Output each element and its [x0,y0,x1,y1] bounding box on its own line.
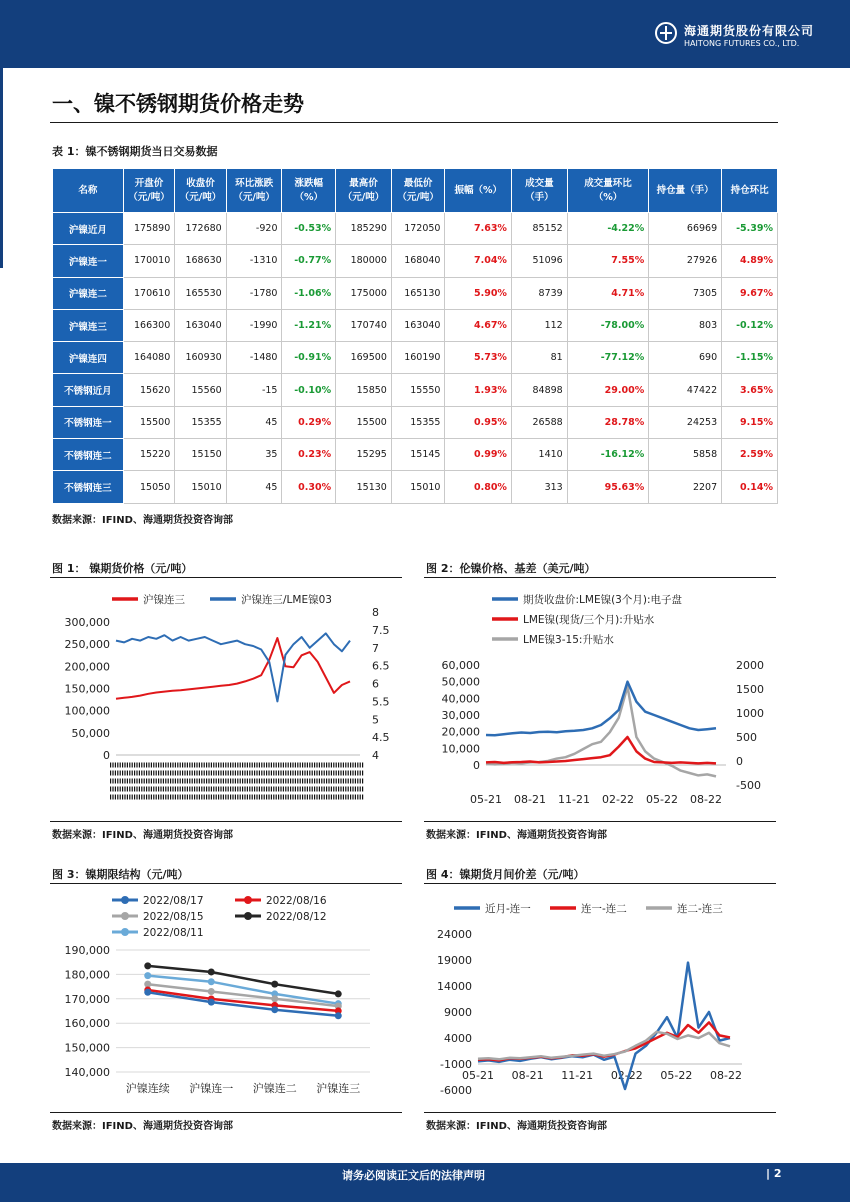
table-cell: 85152 [511,213,567,245]
table-cell: 28.78% [567,406,649,438]
table-cell: 15010 [391,471,445,503]
table-cell: 166300 [123,309,174,341]
table-cell: 15220 [123,439,174,471]
x-tick-label: 沪镍连三 [316,1082,361,1095]
table-cell: 51096 [511,245,567,277]
table-cell: 0.95% [445,406,511,438]
table-cell: -1780 [226,277,282,309]
y-right-tick-label: 4.5 [372,731,390,745]
table-cell: 313 [511,471,567,503]
table-cell: 5858 [649,439,722,471]
column-header: 持仓环比 [722,169,778,213]
page-footer [0,1163,850,1202]
table-cell: 15850 [336,374,392,406]
row-name: 沪镍连四 [53,342,124,374]
company-name-cn: 海通期货股份有限公司 [684,24,815,38]
chart-term-structure [50,888,402,1110]
y-right-tick-label: 7 [372,641,379,655]
fig1-title-rule [50,577,402,578]
table-cell: -0.77% [282,245,336,277]
table-cell: 5.73% [445,342,511,374]
table-cell: 172680 [175,213,226,245]
table-cell: 15560 [175,374,226,406]
table-cell: -4.22% [567,213,649,245]
fig1-title: 图 1： 镍期货价格（元/吨） [52,562,193,575]
y-right-tick-label: 1000 [736,707,764,720]
legend-marker [244,896,252,904]
y-right-tick-label: -500 [736,779,761,792]
table-cell: 0.14% [722,471,778,503]
table-cell: 9.15% [722,406,778,438]
table-cell: 4.67% [445,309,511,341]
legend-label: LME镍(现货/三个月):升贴水 [523,614,655,626]
legend-label: 沪镍连三/LME镍03 [241,594,332,606]
page-header [0,0,850,68]
series-point [271,981,278,988]
table-cell: 1410 [511,439,567,471]
y-left-tick-label: 0 [103,749,110,762]
x-tick-label: 沪镍连二 [252,1082,297,1095]
y-tick-label: 140,000 [64,1066,110,1079]
row-name: 沪镍连三 [53,309,124,341]
y-tick-label: 24000 [437,928,472,941]
table-cell: 15010 [175,471,226,503]
y-left-tick-label: 50,000 [441,675,480,689]
y-right-tick-label: 8 [372,606,379,619]
table-cell: 26588 [511,406,567,438]
x-tick-label: 沪镍连一 [189,1082,234,1095]
legend-label: 沪镍连三 [143,594,185,606]
column-header: 开盘价 （元/吨） [123,169,174,213]
table-cell: 7.55% [567,245,649,277]
y-right-tick-label: 6 [372,677,379,691]
table-cell: 15500 [123,406,174,438]
y-tick-label: 4000 [444,1032,472,1045]
x-tick-label: 08-21 [511,1069,544,1082]
x-tick-label: 05-22 [646,793,678,806]
y-left-tick-label: 300,000 [64,616,110,629]
y-tick-label: 160,000 [64,1017,110,1031]
table-cell: 15355 [391,406,445,438]
y-tick-label: 180,000 [64,968,110,982]
x-tick-label: 05-22 [660,1069,693,1082]
y-left-tick-label: 40,000 [441,692,480,706]
chart-lme-nickel [424,583,776,818]
column-header: 振幅（%） [445,169,511,213]
table-cell: -0.91% [282,342,336,374]
series-line-blue [116,633,350,701]
table-cell: -1310 [226,245,282,277]
y-left-tick-label: 200,000 [64,660,110,674]
series-point [208,999,215,1006]
y-right-tick-label: 500 [736,731,757,744]
table-cell: 168040 [391,245,445,277]
x-tick-label: 05-21 [470,793,502,806]
table-cell: 95.63% [567,471,649,503]
table-cell: 165130 [391,277,445,309]
table-cell: 15130 [336,471,392,503]
legend-label: 连二-连三 [677,903,723,915]
y-left-tick-label: 20,000 [441,725,480,739]
table-cell: -920 [226,213,282,245]
row-name: 沪镍连二 [53,277,124,309]
legend-label: LME镍3-15:升贴水 [523,634,614,646]
y-left-tick-label: 150,000 [64,682,110,696]
table-row [53,213,778,245]
table-cell: 66969 [649,213,722,245]
section-title: 一、镍不锈钢期货价格走势 [52,92,304,116]
y-right-tick-label: 5 [372,713,379,727]
row-name: 沪镍近月 [53,213,124,245]
table-row [53,439,778,471]
row-name: 不锈钢连二 [53,439,124,471]
series-point [335,1012,342,1019]
y-right-tick-label: 1500 [736,683,764,696]
series-point [271,1006,278,1013]
table-cell: -5.39% [722,213,778,245]
legend-label: 2022/08/11 [143,927,204,939]
series-point [208,978,215,985]
table-row [53,471,778,503]
fig3-title: 图 3：镍期限结构（元/吨） [52,868,189,881]
legend-label: 近月-连一 [485,903,531,915]
row-name: 不锈钢连三 [53,471,124,503]
fig2-bottom-rule [424,821,776,822]
trading-data-table [52,168,778,504]
table-cell: 9.67% [722,277,778,309]
table-cell: 2207 [649,471,722,503]
series-point [208,988,215,995]
table-row [53,277,778,309]
y-right-tick-label: 7.5 [372,623,390,637]
y-left-tick-label: 60,000 [441,659,480,672]
table-row [53,342,778,374]
y-left-tick-label: 30,000 [441,709,480,722]
series-line-grey [478,1032,730,1060]
series-point [208,968,215,975]
y-tick-label: -1000 [440,1058,472,1071]
column-header: 收盘价 （元/吨） [175,169,226,213]
series-point [144,972,151,979]
table-cell: -1480 [226,342,282,374]
table-cell: 47422 [649,374,722,406]
table-cell: 0.29% [282,406,336,438]
x-tick-label: 08-22 [710,1069,742,1082]
x-tick-label: 02-22 [610,1069,643,1082]
table-cell: -0.53% [282,213,336,245]
fig4-source: 数据来源：IFIND、海通期货投资咨询部 [426,1121,607,1132]
legend-marker [244,912,252,920]
x-tick-label: 05-21 [462,1069,494,1082]
table-cell: 172050 [391,213,445,245]
table-cell: 164080 [123,342,174,374]
table-cell: 84898 [511,374,567,406]
table-cell: 15500 [336,406,392,438]
table-cell: 45 [226,406,282,438]
table-cell: -1990 [226,309,282,341]
table-row [53,245,778,277]
x-tick-label: 11-21 [561,1069,594,1082]
table-cell: 27926 [649,245,722,277]
company-logo-icon [655,22,677,44]
legend-marker [121,912,129,920]
table-cell: 5.90% [445,277,511,309]
series-point [144,962,151,969]
table-cell: 35 [226,439,282,471]
table-cell: 45 [226,471,282,503]
table-cell: 175000 [336,277,392,309]
table-cell: 2.59% [722,439,778,471]
fig2-title-rule [424,577,776,578]
table-cell: -16.12% [567,439,649,471]
legend-label: 2022/08/15 [143,911,204,923]
table-cell: 0.23% [282,439,336,471]
legend-label: 期货收盘价:LME镍(3个月):电子盘 [523,594,682,606]
table-cell: 165530 [175,277,226,309]
y-right-tick-label: 4 [372,749,379,762]
table-cell: 112 [511,309,567,341]
table-cell: 15550 [391,374,445,406]
y-left-tick-label: 10,000 [441,742,480,756]
table-cell: -77.12% [567,342,649,374]
y-tick-label: 19000 [437,954,472,967]
fig3-bottom-rule [50,1112,402,1113]
table-cell: -0.12% [722,309,778,341]
fig3-title-rule [50,883,402,884]
x-tick-label: 02-22 [602,793,634,806]
y-left-tick-label: 50,000 [71,726,110,740]
series-line-red [116,638,350,699]
x-tick-label: 08-22 [690,793,722,806]
y-tick-label: 170,000 [64,992,110,1006]
table-cell: 15050 [123,471,174,503]
table-cell: -1.15% [722,342,778,374]
table-cell: 163040 [391,309,445,341]
table-cell: 81 [511,342,567,374]
fig4-title-rule [424,883,776,884]
fig4-title: 图 4：镍期货月间价差（元/吨） [426,868,585,881]
y-left-tick-label: 250,000 [64,638,110,652]
table-row [53,309,778,341]
y-right-tick-label: 6.5 [372,659,390,673]
y-tick-label: -6000 [440,1084,472,1097]
table-cell: 24253 [649,406,722,438]
left-accent-bar [0,68,3,268]
chart-spread [424,888,776,1110]
column-header: 环比涨跌 （元/吨） [226,169,282,213]
series-point [335,990,342,997]
series-line-blue [486,682,716,736]
y-right-tick-label: 2000 [736,659,764,672]
table-cell: 180000 [336,245,392,277]
legend-label: 2022/08/12 [266,911,327,923]
y-left-tick-label: 100,000 [64,704,110,718]
table-cell: 0.99% [445,439,511,471]
series-point [144,989,151,996]
table-cell: 3.65% [722,374,778,406]
x-tick-label: 11-21 [558,793,590,806]
table-cell: 15355 [175,406,226,438]
fig1-source: 数据来源：IFIND、海通期货投资咨询部 [52,830,233,841]
table-cell: 8739 [511,277,567,309]
table-cell: 170610 [123,277,174,309]
column-header: 成交量环比 （%） [567,169,649,213]
table-cell: 185290 [336,213,392,245]
table-cell: -0.10% [282,374,336,406]
table-cell: 7305 [649,277,722,309]
x-tick-label: 沪镍连续 [125,1082,170,1095]
table-cell: 0.30% [282,471,336,503]
table-cell: 7.04% [445,245,511,277]
table-cell: -1.21% [282,309,336,341]
series-point [271,995,278,1002]
table-caption: 表 1：镍不锈钢期货当日交易数据 [52,145,218,158]
table-cell: -78.00% [567,309,649,341]
row-name: 沪镍连一 [53,245,124,277]
table-cell: -1.06% [282,277,336,309]
table-cell: 15620 [123,374,174,406]
column-header: 持仓量（手） [649,169,722,213]
row-name: 不锈钢近月 [53,374,124,406]
table-cell: 0.80% [445,471,511,503]
series-line [148,966,338,994]
table-cell: 170740 [336,309,392,341]
table-cell: 29.00% [567,374,649,406]
legend-label: 2022/08/16 [266,895,327,907]
column-header: 成交量 （手） [511,169,567,213]
table-body [53,213,778,504]
fig4-bottom-rule [424,1112,776,1113]
table-cell: 803 [649,309,722,341]
table-cell: 169500 [336,342,392,374]
table-row [53,374,778,406]
table-cell: 160930 [175,342,226,374]
y-right-tick-label: 0 [736,755,743,768]
legend-marker [121,928,129,936]
column-header: 涨跌幅 （%） [282,169,336,213]
table-cell: -15 [226,374,282,406]
column-header: 名称 [53,169,124,213]
table-cell: 4.89% [722,245,778,277]
legend-label: 2022/08/17 [143,895,204,907]
table-cell: 160190 [391,342,445,374]
table-cell: 170010 [123,245,174,277]
y-tick-label: 190,000 [64,944,110,957]
table-cell: 168630 [175,245,226,277]
page-number: | 2 [766,1167,782,1180]
x-tick-label: 08-21 [514,793,546,806]
y-tick-label: 150,000 [64,1041,110,1055]
table-cell: 175890 [123,213,174,245]
fig1-bottom-rule [50,821,402,822]
y-left-tick-label: 0 [473,759,480,772]
table-cell: 4.71% [567,277,649,309]
table-cell: 7.63% [445,213,511,245]
chart-nickel-price [50,583,402,818]
table-cell: 1.93% [445,374,511,406]
fig3-source: 数据来源：IFIND、海通期货投资咨询部 [52,1121,233,1132]
legend-marker [121,896,129,904]
table-source: 数据来源：IFIND、海通期货投资咨询部 [52,515,233,526]
fig2-source: 数据来源：IFIND、海通期货投资咨询部 [426,830,607,841]
title-divider [50,122,778,123]
table-cell: 163040 [175,309,226,341]
table-row [53,406,778,438]
company-name-en: HAITONG FUTURES CO., LTD. [684,39,800,48]
table-cell: 15145 [391,439,445,471]
table-header-row [53,169,778,213]
y-tick-label: 9000 [444,1006,472,1019]
row-name: 不锈钢连一 [53,406,124,438]
table-cell: 15150 [175,439,226,471]
column-header: 最低价 （元/吨） [391,169,445,213]
table-cell: 690 [649,342,722,374]
legal-note-link[interactable]: 请务必阅读正文后的法律声明 [342,1169,485,1182]
legend-label: 连一-连二 [581,903,627,915]
column-header: 最高价 （元/吨） [336,169,392,213]
table-cell: 15295 [336,439,392,471]
fig2-title: 图 2：伦镍价格、基差（美元/吨） [426,562,596,575]
y-tick-label: 14000 [437,980,472,993]
y-right-tick-label: 5.5 [372,695,390,709]
